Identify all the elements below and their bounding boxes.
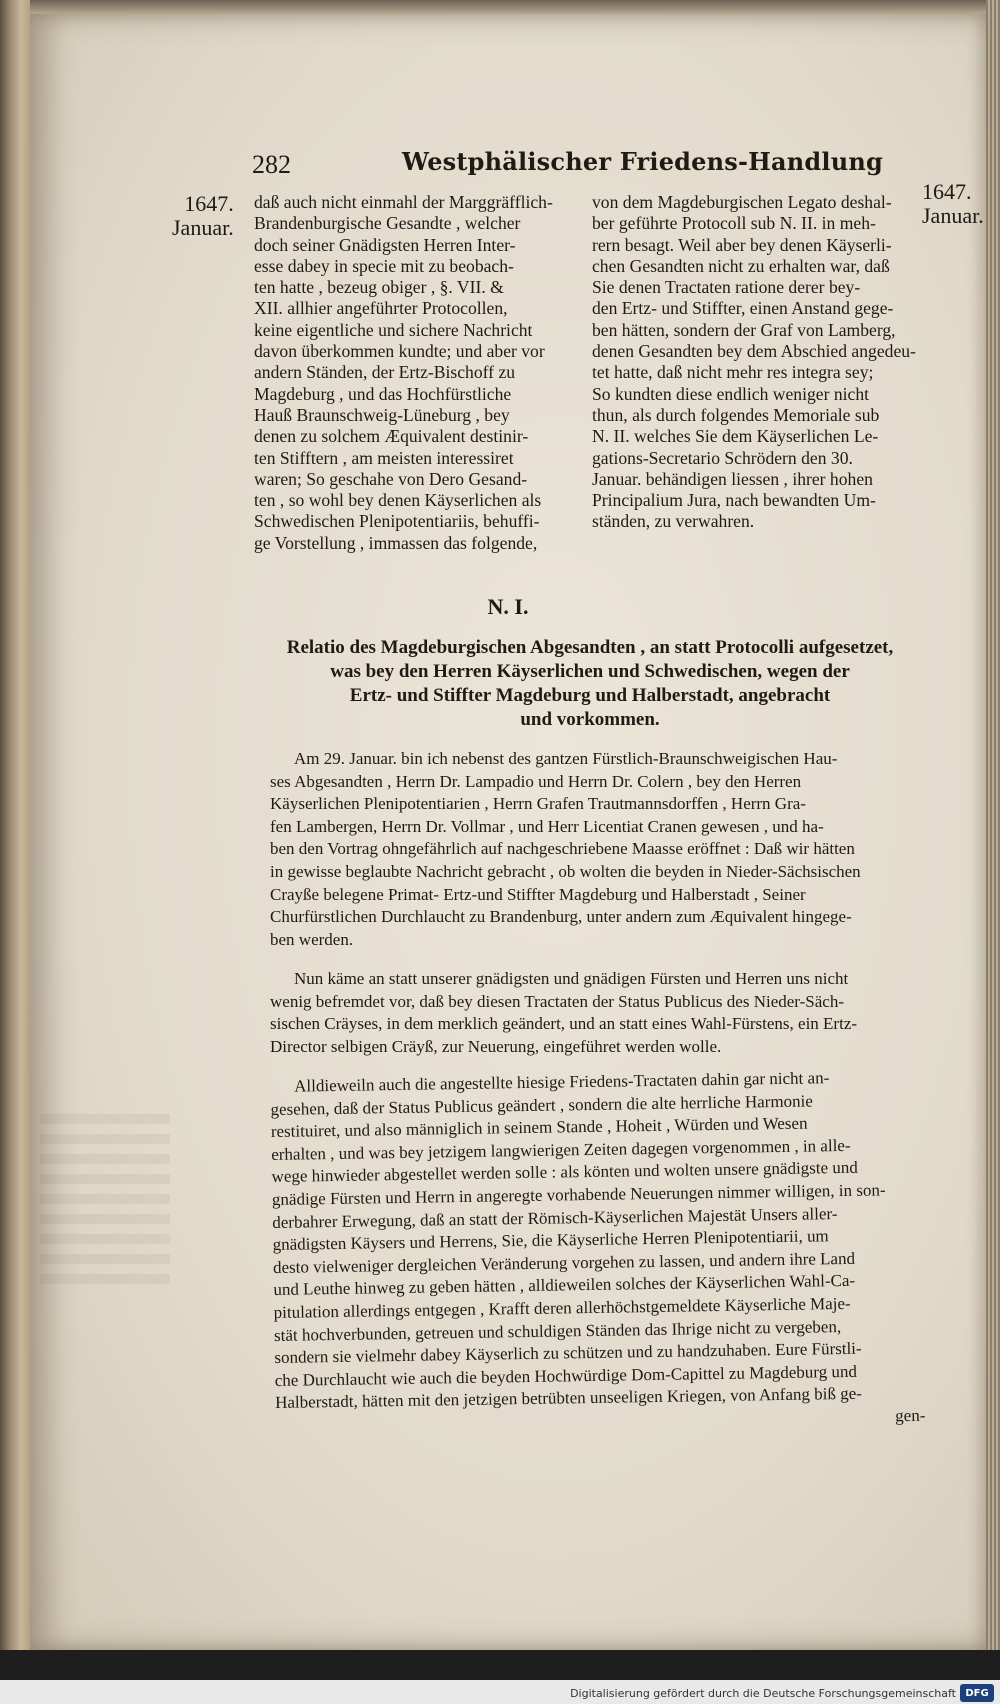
book-spine-edge xyxy=(0,0,30,1704)
text-line: ge Vorstellung , immassen das folgende, xyxy=(254,532,538,553)
text-line: ten hatte , bezeug obiger , §. VII. & xyxy=(254,277,504,298)
text-line: in gewisse beglaubte Nachricht gebracht , ob wolten die beyden in Nieder-Sächsischen xyxy=(270,861,861,881)
text-column-left xyxy=(254,192,586,554)
show-through-text xyxy=(40,1114,170,1294)
paragraph xyxy=(270,1066,926,1438)
text-line: den Ertz- und Stiffter, einen Anstand gege- xyxy=(592,298,894,319)
paragraph xyxy=(270,968,920,1058)
text-line: sischen Cräyses, in dem merklich geändert, und an statt eines Wahl-Fürstens, ein Ertz- xyxy=(270,1014,858,1034)
document-title xyxy=(260,636,920,732)
page-stack-edge xyxy=(986,0,1000,1650)
text-line: Crayße belegene Primat- Ertz-und Stiffter Magdeburg und Halberstadt , Seiner xyxy=(270,884,806,904)
text-line: ständen, zu verwahren. xyxy=(592,511,755,532)
text-line: gnädige Fürsten und Herrn in angeregte vorhabende Neuerungen nimmer willigen, in son- xyxy=(271,1180,886,1209)
text-line: wenig befremdet vor, daß bey diesen Tractaten der Status Publicus des Nieder-Säch- xyxy=(270,991,844,1011)
text-line: und Leuthe hinweg zu geben hätten , alldieweilen solches der Käyserlichen Wahl-Ca- xyxy=(273,1271,856,1300)
text-line: Alldieweiln auch die angestellte hiesige Friedens-Tractaten dahin gar nicht an- xyxy=(294,1068,830,1096)
text-line: denen Gesandten bey dem Abschied angedeu- xyxy=(592,341,916,362)
text-line: fen Lambergen, Herrn Dr. Vollmar , und Herr Licentiat Cranen gewesen , und ha- xyxy=(270,816,824,836)
text-line: ben werden. xyxy=(270,929,354,949)
text-line: Nun käme an statt unserer gnädigsten und gnädigen Fürsten und Herren uns nicht xyxy=(294,969,849,988)
text-line: Principalium Jura, nach bewandten Um- xyxy=(592,490,876,511)
text-line: restituiret, und also männiglich in seinem Stande , Hoheit , Würden und Wesen xyxy=(270,1113,808,1142)
scan-background xyxy=(0,1650,1000,1680)
text-line: ben hätten, sondern der Graf von Lamberg, xyxy=(592,319,896,340)
text-line: derbahrer Erwegung, daß an statt der Römisch-Käyserlichen Majestät Unsers aller- xyxy=(272,1203,838,1232)
footer-bar xyxy=(0,1650,1000,1704)
text-line: gesehen, daß der Status Publicus geändert , sondern die alte herrliche Harmonie xyxy=(270,1091,814,1119)
title-line: Relatio des Magdeburgischen Abgesandten , an statt Protocolli aufgesetzet, xyxy=(286,637,894,658)
text-line: Churfürstlichen Durchlaucht zu Brandenburg, unter andern zum Æquivalent hingege- xyxy=(270,907,852,927)
text-line: sondern sie vielmehr dabey Käyserlich zu schützen und zu handzuhaben. Eure Fürstli- xyxy=(274,1338,862,1368)
text-line: esse dabey in specie mit zu beobach- xyxy=(254,255,514,276)
text-line: ten Stifftern , am meisten interessiret xyxy=(254,447,514,468)
text-line: Brandenburgische Gesandte , welcher xyxy=(254,213,521,234)
margin-year: 1647. xyxy=(184,191,234,216)
text-line: wege hinwieder abgestellet werden solle : als könten und wolten unsere gnädigste und xyxy=(271,1158,859,1187)
text-line: Sie denen Tractaten ratione derer bey- xyxy=(592,277,861,298)
text-line: keine eigentliche und sichere Nachricht xyxy=(254,319,533,340)
text-line: denen zu solchem Æquivalent destinir- xyxy=(254,426,529,447)
text-line: Director selbigen Cräyß, zur Neuerung, eingeführet werden wolle. xyxy=(270,1036,722,1056)
margin-date-left xyxy=(172,192,234,240)
text-line: Hauß Braunschweig-Lüneburg , bey xyxy=(254,404,510,425)
text-line: ber geführte Protocoll sub N. II. in meh- xyxy=(592,213,876,234)
margin-date-right xyxy=(922,180,984,228)
section-heading: N. I. xyxy=(487,594,529,619)
text-line: Käyserlichen Plenipotentiarien , Herrn Grafen Trautmannsdorffen , Herrn Gra- xyxy=(270,794,806,814)
title-line: Ertz- und Stiffter Magdeburg und Halberstadt, angebracht xyxy=(349,685,831,706)
text-line: stät hochverbunden, getreuen und schuldigen Ständen das Ihrige nicht zu vergeben, xyxy=(273,1316,842,1345)
paragraph xyxy=(270,748,920,951)
text-line: ses Abgesandten , Herrn Dr. Lampadio und Herrn Dr. Colern , bey den Herren xyxy=(270,771,802,791)
text-line: tet hatte, daß nicht mehr res integra sey; xyxy=(592,362,874,383)
text-line: davon überkommen kundte; und aber vor xyxy=(254,341,545,362)
text-line: So kundten diese endlich weniger nicht xyxy=(592,383,870,404)
margin-year: 1647. xyxy=(922,179,972,204)
text-line: ben den Vortrag ohngefährlich auf nachgeschriebene Maasse eröffnet : Daß wir hätten xyxy=(270,839,855,859)
text-line: gnädigsten Käysers und Herrens, Sie, die Käyserliche Herren Plenipotentiarii, um xyxy=(272,1226,829,1255)
dfg-logo: DFG xyxy=(960,1684,994,1702)
text-line: Halberstadt, hätten mit den jetzigen betrübten unseeligen Kriegen, von Anfang biß ge- xyxy=(274,1384,863,1413)
text-line: waren; So geschahe von Dero Gesand- xyxy=(254,468,528,489)
page-top-edge xyxy=(30,0,986,14)
text-line: andern Ständen, der Ertz-Bischoff zu xyxy=(254,362,516,383)
text-column-right xyxy=(592,192,918,533)
margin-month: Januar. xyxy=(922,203,984,228)
text-line: rern besagt. Weil aber bey denen Käyserli- xyxy=(592,234,892,255)
text-line: ten , so wohl bey denen Käyserlichen als xyxy=(254,490,542,511)
text-line: gations-Secretario Schrödern den 30. xyxy=(592,447,853,468)
text-line: pitulation allerdings entgegen , Krafft deren allerhöchstgemeldete Käyserliche Maje- xyxy=(273,1293,851,1322)
page-number: 282 xyxy=(252,150,291,179)
text-line: von dem Magdeburgischen Legato deshal- xyxy=(592,192,892,212)
text-line: Am 29. Januar. bin ich nebenst des gantzen Fürstlich-Braunschweigischen Hau- xyxy=(294,749,838,768)
text-line: daß auch nicht einmahl der Marggräfflich- xyxy=(254,192,553,212)
text-line: XII. allhier angeführter Protocollen, xyxy=(254,298,508,319)
text-line: desto vielweniger dergleichen Veränderung vorgehen zu lassen, und andern ihre Land xyxy=(272,1248,856,1277)
text-line: Magdeburg , und das Hochfürstliche xyxy=(254,383,512,404)
text-line: Januar. behändigen liessen , ihrer hohen xyxy=(592,468,873,489)
text-line: che Durchlaucht wie auch die beyden Hochwürdige Dom-Capittel zu Magdeburg und xyxy=(274,1361,858,1390)
text-line: Schwedischen Plenipotentiariis, behuffi- xyxy=(254,511,540,532)
digitization-credit: Digitalisierung gefördert durch die Deutsche Forschungsgemeinschaft xyxy=(570,1687,956,1700)
text-line: chen Gesandten nicht zu erhalten war, daß xyxy=(592,255,890,276)
catchword: gen- xyxy=(895,1405,926,1426)
text-line: erhalten , und was bey jetzigem langwierigen Zeiten dagegen vorgenommen , in alle- xyxy=(271,1135,851,1164)
running-title: Westphälischer Friedens-Handlung xyxy=(402,147,883,176)
text-line: N. II. welches Sie dem Käyserlichen Le- xyxy=(592,426,879,447)
title-line: was bey den Herren Käyserlichen und Schwedischen, wegen der xyxy=(330,661,850,682)
text-line: doch seiner Gnädigsten Herren Inter- xyxy=(254,234,516,255)
margin-month: Januar. xyxy=(172,215,234,240)
text-line: thun, als durch folgendes Memoriale sub xyxy=(592,404,880,425)
title-line: und vorkommen. xyxy=(520,709,660,730)
